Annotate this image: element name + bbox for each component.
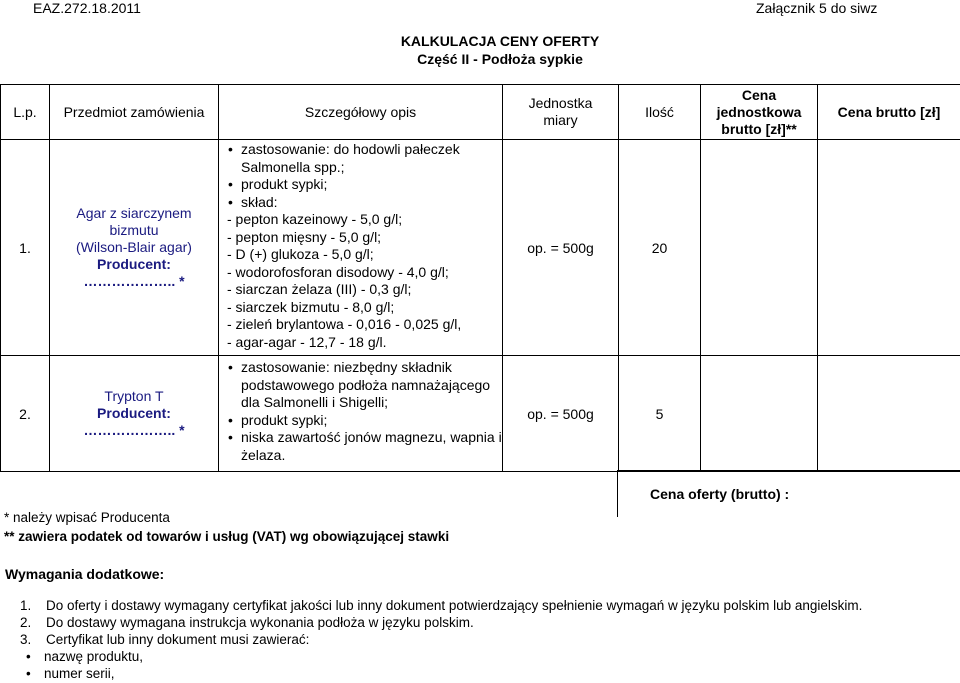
row2-unit: op. = 500g [503,356,619,472]
header-qty: Ilość [619,85,701,140]
row1-ingredient: - zieleń brylantowa - 0,016 - 0,025 g/l, [227,316,462,332]
row2-bullet: • niska zawartość jonów magnezu, wapnia i żelaza. [227,429,502,464]
row1-ingredient: - wodorofosforan disodowy - 4,0 g/l; [227,263,449,280]
row1-subject [50,140,219,356]
row1-producer-blank[interactable]: ……………….. * [83,273,185,289]
row2-producer-blank[interactable]: ……………….. * [83,422,185,438]
list-item-number: 2. [20,615,32,630]
row2-description [219,356,503,472]
header-details: Szczegółowy opis [219,85,503,140]
row2-producer-label: Producent: [97,405,171,421]
header-unit-price [701,85,818,140]
row1-producer-label: Producent: [97,256,171,272]
header-gross-price: Cena brutto [zł] [818,85,960,140]
row1-bullet: • produkt sypki; [227,176,502,194]
row1-bullet: • zastosowanie: do hodowli pałeczek Salmonella spp.; [227,141,502,176]
list-item [20,614,862,631]
header-unit-line1: Jednostka [528,95,593,111]
sub-list-item: • numer serii, [20,665,862,682]
row1-qty: 20 [619,140,701,356]
attachment-label: Załącznik 5 do siwz [756,0,878,16]
list-item-text: Do dostawy wymagana instrukcja wykonania podłoża w języku polskim. [46,615,474,630]
row2-subject [50,356,219,472]
row1-unit-price[interactable] [701,140,818,356]
row1-ingredient: - siarczek bizmutu - 8,0 g/l; [227,298,395,315]
row1-ingredient: - pepton mięsny - 5,0 g/l; [227,228,382,245]
list-item-number: 3. [20,632,32,647]
list-item-number: 1. [20,598,32,613]
row2-subject-name: Trypton T [104,388,164,404]
header-subject: Przedmiot zamówienia [50,85,219,140]
requirements-list [20,597,862,682]
row2-gross-price[interactable] [818,356,960,472]
header-unit-price-line1: Cena jednostkowa [716,86,802,120]
row1-description [219,140,503,356]
row2-unit-price[interactable] [701,356,818,472]
row1-ingredient: - D (+) glukoza - 5,0 g/l; [227,246,374,262]
total-price-label: Cena oferty (brutto) : [650,486,790,502]
table-row [1,140,960,356]
row1-ingredient: - pepton kazeinowy - 5,0 g/l; [227,211,403,227]
document-reference: EAZ.272.18.2011 [33,0,141,16]
list-item-text: Certyfikat lub inny dokument musi zawierać: [46,632,310,647]
document-subtitle: Część II - Podłoża sypkie [417,51,583,67]
header-unit-price-line2: brutto [zł]** [721,120,797,137]
list-item-text: Do oferty i dostawy wymagany certyfikat jakości lub inny dokument potwierdzający spełnienie wymagań w języku polskim lub angielskim. [46,598,863,613]
list-item [20,597,862,614]
row2-bullet: • produkt sypki; [227,412,502,430]
list-item [20,631,862,648]
footnote-producer: * należy wpisać Producenta [4,510,170,525]
header-lp: L.p. [1,85,50,140]
table-row [1,356,960,472]
row1-gross-price[interactable] [818,140,960,356]
price-calculation-table [0,84,960,472]
row2-lp: 2. [1,356,50,472]
row1-ingredient: - siarczan żelaza (III) - 0,3 g/l; [227,281,412,297]
header-unit [503,85,619,140]
header-unit-line2: miary [543,112,578,128]
document-title: KALKULACJA CENY OFERTY [400,33,600,49]
row1-bullet: • skład: [227,194,502,212]
row2-qty: 5 [619,356,701,472]
requirements-heading: Wymagania dodatkowe: [5,566,165,582]
footnote-vat: ** zawiera podatek od towarów i usług (VAT) wg obowiązującej stawki [4,529,450,544]
row1-unit: op. = 500g [503,140,619,356]
row1-subject-name-2: (Wilson-Blair agar) [76,239,192,255]
row2-bullet: • zastosowanie: niezbędny składnik podstawowego podłoża namnażającego dla Salmonelli i Shigelli; [227,359,502,412]
row1-lp: 1. [1,140,50,356]
sub-list-item: • nazwę produktu, [20,648,862,665]
table-header-row [1,85,960,140]
row1-ingredient: - agar-agar - 12,7 - 18 g/l. [227,333,387,350]
row1-subject-name: Agar z siarczynem bizmutu [76,205,192,238]
